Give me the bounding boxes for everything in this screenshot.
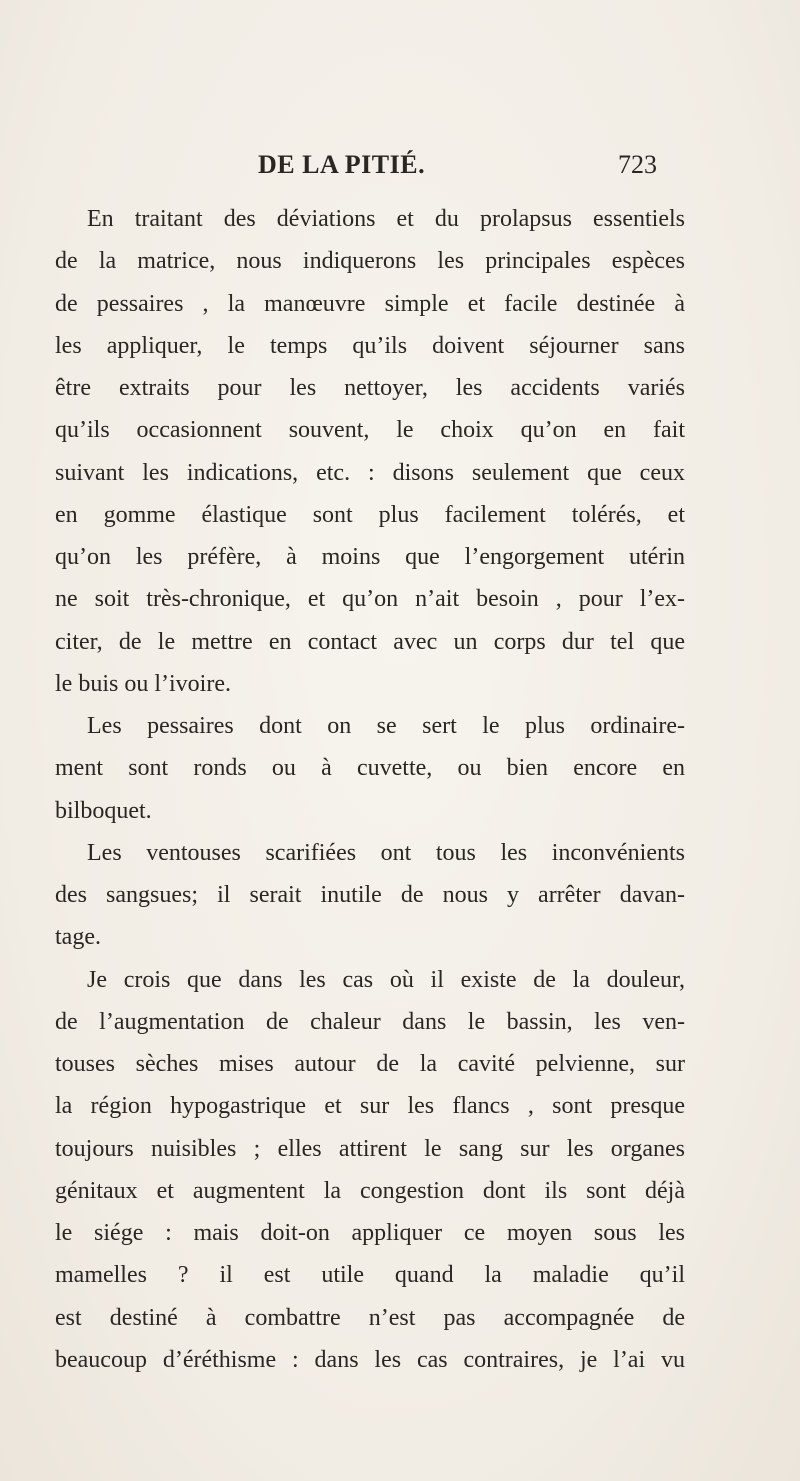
text-line: mamelles ? il est utile quand la maladie qu’il bbox=[55, 1262, 685, 1289]
page-number: 723 bbox=[618, 150, 657, 179]
text-line: bilboquet. bbox=[55, 797, 152, 824]
text-line: le siége : mais doit-on appliquer ce moyen sous les bbox=[55, 1220, 685, 1246]
text-line: ment sont ronds ou à cuvette, ou bien encore en bbox=[55, 755, 685, 782]
text-line: le buis ou l’ivoire. bbox=[55, 670, 231, 697]
text-line: être extraits pour les nettoyer, les accidents variés bbox=[55, 375, 685, 401]
text-line: les appliquer, le temps qu’ils doivent séjourner sans bbox=[55, 332, 685, 359]
text-line: En traitant des déviations et du prolapsus essentiels bbox=[87, 206, 685, 232]
text-line: de l’augmentation de chaleur dans le bassin, les ven- bbox=[55, 1008, 685, 1035]
text-line: de la matrice, nous indiquerons les principales espèces bbox=[55, 248, 685, 275]
text-line: Je crois que dans les cas où il existe de la douleur, bbox=[87, 966, 685, 993]
running-title: DE LA PITIÉ. bbox=[258, 150, 426, 179]
text-line: est destiné à combattre n’est pas accompagnée de bbox=[55, 1304, 685, 1331]
text-line: Les pessaires dont on se sert le plus ordinaire- bbox=[87, 713, 685, 739]
body-text bbox=[55, 198, 685, 1381]
text-line: la région hypogastrique et sur les flancs , sont presque bbox=[55, 1093, 685, 1120]
text-line: suivant les indications, etc. : disons seulement que ceux bbox=[55, 459, 685, 486]
text-line: toujours nuisibles ; elles attirent le sang sur les organes bbox=[55, 1135, 685, 1162]
running-header bbox=[0, 150, 800, 190]
text-line: beaucoup d’éréthisme : dans les cas contraires, je l’ai vu bbox=[55, 1346, 685, 1373]
text-line: génitaux et augmentent la congestion dont ils sont déjà bbox=[55, 1177, 685, 1204]
text-line: tage. bbox=[55, 924, 101, 951]
text-line: ne soit très-chronique, et qu’on n’ait besoin , pour l’ex- bbox=[55, 586, 685, 613]
text-line: en gomme élastique sont plus facilement tolérés, et bbox=[55, 501, 685, 528]
text-line: touses sèches mises autour de la cavité pelvienne, sur bbox=[55, 1051, 685, 1077]
text-line: qu’on les préfère, à moins que l’engorgement utérin bbox=[55, 544, 685, 570]
text-line: de pessaires , la manœuvre simple et facile destinée à bbox=[55, 290, 685, 317]
text-line: qu’ils occasionnent souvent, le choix qu’on en fait bbox=[55, 417, 685, 444]
text-line: citer, de le mettre en contact avec un corps dur tel que bbox=[55, 628, 685, 655]
text-line: Les ventouses scarifiées ont tous les inconvénients bbox=[87, 839, 685, 866]
text-line: des sangsues; il serait inutile de nous y arrêter davan- bbox=[55, 882, 685, 908]
